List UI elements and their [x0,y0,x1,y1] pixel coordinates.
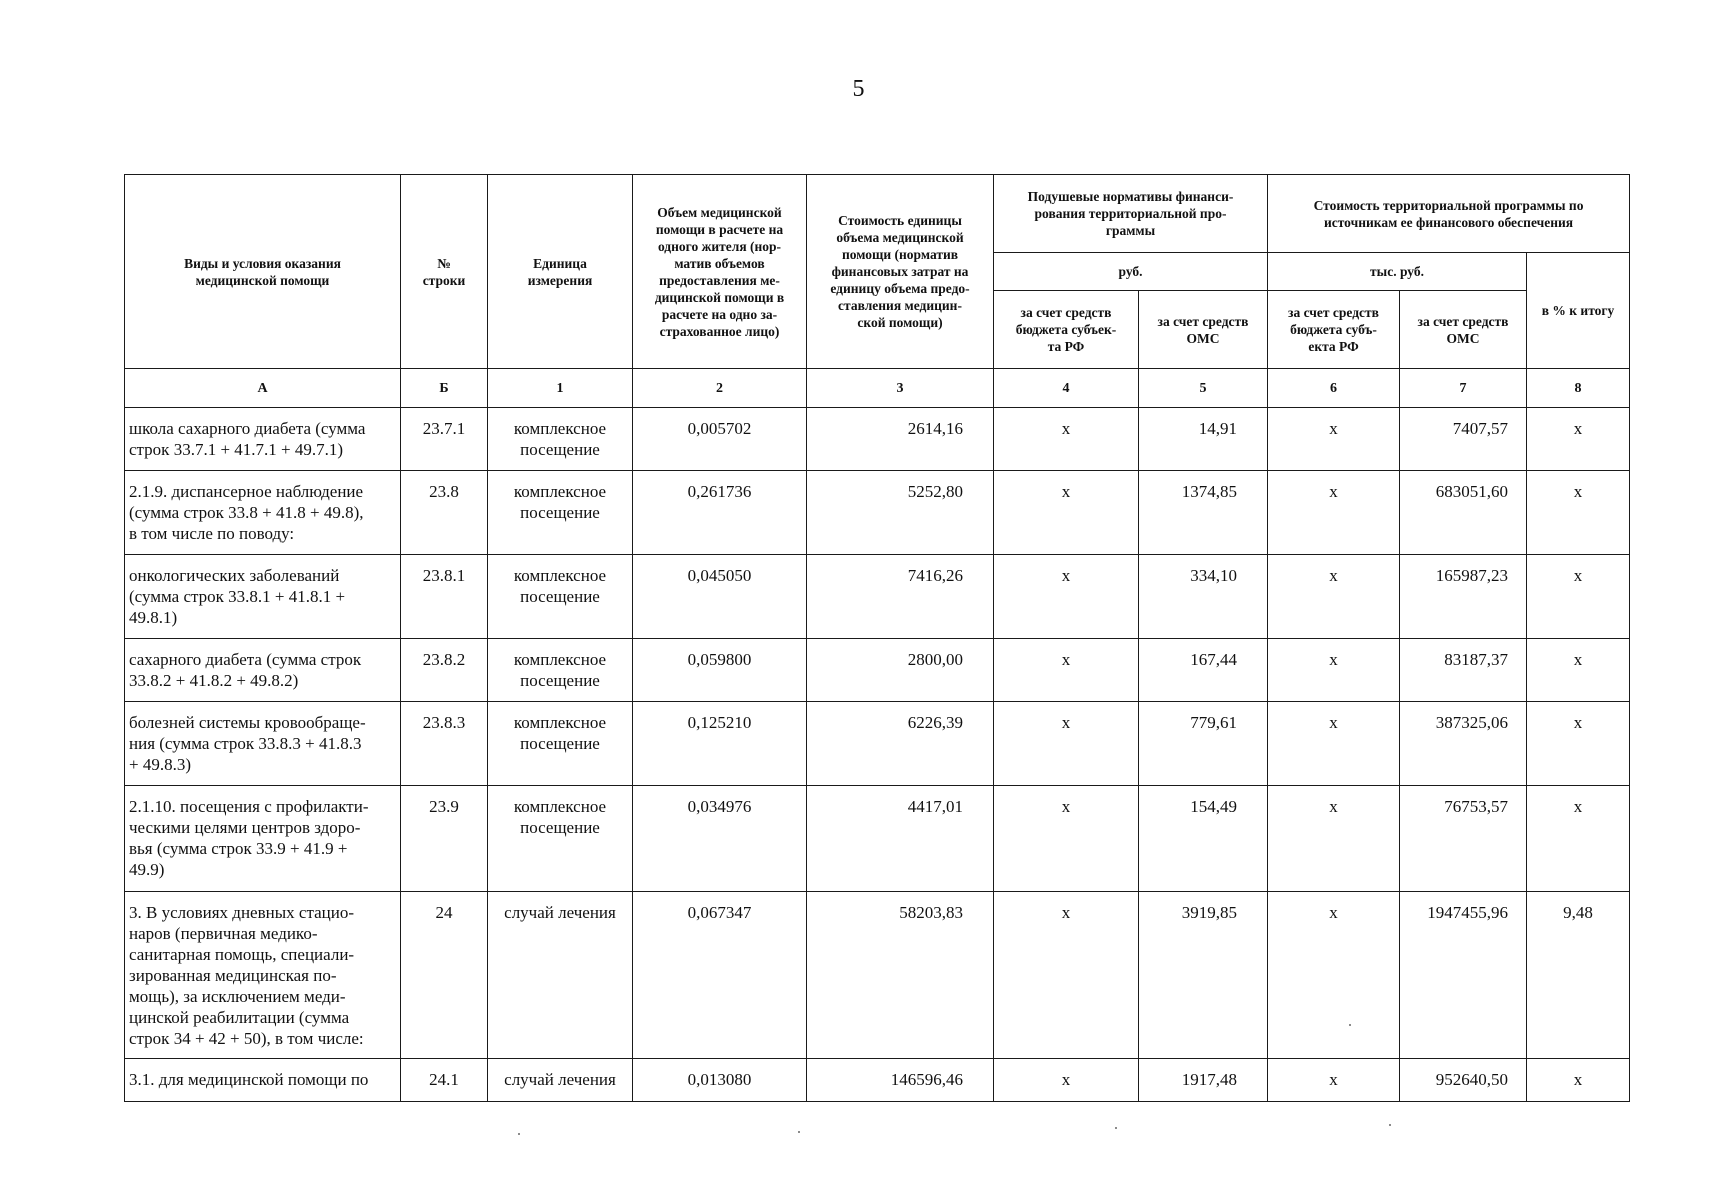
row-percent-cell: х [1527,471,1630,555]
row-unit-cell: комплексное посещение [488,555,633,639]
scan-speck [518,1133,520,1135]
header-volume: Объем медицинской помощи в расчете на одного жителя (нор- матив объемов предоставления ме- дицинской помощи в расчете на одно за- страхованное лицо) [633,175,807,369]
row-volume-cell: 0,013080 [633,1059,807,1102]
header-percent-of-total: в % к итогу [1527,253,1630,369]
row-percent-cell: х [1527,1059,1630,1102]
row-cost-cell: 2614,16 [807,408,994,471]
row-volume-cell: 0,059800 [633,639,807,702]
row-volume-cell: 0,034976 [633,786,807,892]
table-row [125,639,1630,702]
table-row [125,1059,1630,1102]
row-budget-norm-cell: х [994,702,1139,786]
row-oms-cost-cell: 1947455,96 [1400,892,1527,1059]
row-code-cell: 23.8.3 [401,702,488,786]
column-number: 2 [633,369,807,408]
row-unit-cell: случай лечения [488,1059,633,1102]
row-oms-cost-cell: 387325,06 [1400,702,1527,786]
column-number: Б [401,369,488,408]
header-row-number: № строки [401,175,488,369]
column-number: 1 [488,369,633,408]
table-row [125,408,1630,471]
row-volume-cell: 0,045050 [633,555,807,639]
financing-table [124,174,1630,1102]
row-budget-norm-cell: х [994,471,1139,555]
row-budget-cost-cell: х [1268,471,1400,555]
table-row [125,555,1630,639]
scan-speck [1115,1127,1117,1129]
header-budget-cost: за счет средств бюджета субъ- екта РФ [1268,291,1400,369]
column-number: А [125,369,401,408]
scan-speck [1389,1124,1391,1126]
header-oms-norm: за счет средств ОМС [1139,291,1268,369]
row-budget-norm-cell: х [994,639,1139,702]
row-name-cell: 3.1. для медицинской помощи по [125,1059,401,1102]
row-oms-cost-cell: 83187,37 [1400,639,1527,702]
row-volume-cell: 0,067347 [633,892,807,1059]
row-oms-norm-cell: 3919,85 [1139,892,1268,1059]
row-name-cell: 2.1.9. диспансерное наблюдение (сумма строк 33.8 + 41.8 + 49.8), в том числе по поводу: [125,471,401,555]
header-per-capita-group: Подушевые нормативы финанси- рования территориальной про- граммы [994,175,1268,253]
row-budget-norm-cell: х [994,786,1139,892]
header-budget-norm: за счет средств бюджета субъек- та РФ [994,291,1139,369]
row-code-cell: 23.8.1 [401,555,488,639]
row-oms-cost-cell: 165987,23 [1400,555,1527,639]
row-code-cell: 23.8.2 [401,639,488,702]
row-unit-cell: комплексное посещение [488,786,633,892]
row-cost-cell: 7416,26 [807,555,994,639]
row-cost-cell: 4417,01 [807,786,994,892]
table-row [125,786,1630,892]
row-unit-cell: комплексное посещение [488,702,633,786]
header-kinds-and-conditions: Виды и условия оказания медицинской помощи [125,175,401,369]
row-cost-cell: 6226,39 [807,702,994,786]
row-volume-cell: 0,125210 [633,702,807,786]
row-budget-cost-cell: х [1268,639,1400,702]
row-code-cell: 23.7.1 [401,408,488,471]
row-code-cell: 24.1 [401,1059,488,1102]
row-oms-norm-cell: 1374,85 [1139,471,1268,555]
row-budget-norm-cell: х [994,892,1139,1059]
table-row [125,892,1630,1059]
row-oms-norm-cell: 167,44 [1139,639,1268,702]
header-unit-thousand-rub: тыс. руб. [1268,253,1527,291]
row-oms-cost-cell: 7407,57 [1400,408,1527,471]
page-number: 5 [852,76,865,102]
row-oms-cost-cell: 76753,57 [1400,786,1527,892]
row-oms-cost-cell: 683051,60 [1400,471,1527,555]
row-name-cell: школа сахарного диабета (сумма строк 33.7.1 + 41.7.1 + 49.7.1) [125,408,401,471]
row-oms-norm-cell: 334,10 [1139,555,1268,639]
scan-speck [1349,1024,1351,1026]
row-cost-cell: 2800,00 [807,639,994,702]
row-budget-cost-cell: х [1268,408,1400,471]
row-budget-cost-cell: х [1268,1059,1400,1102]
row-code-cell: 23.9 [401,786,488,892]
header-unit-rub: руб. [994,253,1268,291]
row-oms-norm-cell: 779,61 [1139,702,1268,786]
column-number: 4 [994,369,1139,408]
row-oms-norm-cell: 14,91 [1139,408,1268,471]
scan-speck [798,1131,800,1133]
row-name-cell: болезней системы кровообраще- ния (сумма строк 33.8.3 + 41.8.3 + 49.8.3) [125,702,401,786]
header-unit-cost: Стоимость единицы объема медицинской помощи (норматив финансовых затрат на единицу объема предо- ставления медицин- ской помощи) [807,175,994,369]
row-percent-cell: х [1527,639,1630,702]
row-percent-cell: х [1527,555,1630,639]
row-cost-cell: 58203,83 [807,892,994,1059]
row-percent-cell: х [1527,786,1630,892]
column-number: 3 [807,369,994,408]
row-budget-cost-cell: х [1268,892,1400,1059]
row-unit-cell: случай лечения [488,892,633,1059]
row-budget-norm-cell: х [994,408,1139,471]
column-number: 7 [1400,369,1527,408]
row-unit-cell: комплексное посещение [488,471,633,555]
row-unit-cell: комплексное посещение [488,639,633,702]
row-name-cell: 3. В условиях дневных стацио- наров (первичная медико- санитарная помощь, специали- зированная медицинская по- мощь), за исключением меди- цинской реабилитации (сумма строк 34 + 42 + 50), в том числе: [125,892,401,1059]
column-number: 6 [1268,369,1400,408]
row-percent-cell: х [1527,408,1630,471]
row-cost-cell: 146596,46 [807,1059,994,1102]
row-budget-cost-cell: х [1268,555,1400,639]
header-program-cost-group: Стоимость территориальной программы по источникам ее финансового обеспечения [1268,175,1630,253]
row-budget-cost-cell: х [1268,702,1400,786]
row-name-cell: сахарного диабета (сумма строк 33.8.2 + 41.8.2 + 49.8.2) [125,639,401,702]
row-volume-cell: 0,005702 [633,408,807,471]
column-number: 5 [1139,369,1268,408]
row-code-cell: 23.8 [401,471,488,555]
column-number: 8 [1527,369,1630,408]
row-percent-cell: х [1527,702,1630,786]
row-name-cell: 2.1.10. посещения с профилакти- ческими целями центров здоро- вья (сумма строк 33.9 + 41.9 + 49.9) [125,786,401,892]
row-name-cell: онкологических заболеваний (сумма строк 33.8.1 + 41.8.1 + 49.8.1) [125,555,401,639]
row-cost-cell: 5252,80 [807,471,994,555]
row-percent-cell: 9,48 [1527,892,1630,1059]
header-unit: Единица измерения [488,175,633,369]
table-row [125,702,1630,786]
row-code-cell: 24 [401,892,488,1059]
row-oms-norm-cell: 154,49 [1139,786,1268,892]
row-oms-norm-cell: 1917,48 [1139,1059,1268,1102]
table-row [125,471,1630,555]
header-oms-cost: за счет средств ОМС [1400,291,1527,369]
row-budget-cost-cell: х [1268,786,1400,892]
row-oms-cost-cell: 952640,50 [1400,1059,1527,1102]
row-unit-cell: комплексное посещение [488,408,633,471]
row-volume-cell: 0,261736 [633,471,807,555]
row-budget-norm-cell: х [994,555,1139,639]
row-budget-norm-cell: х [994,1059,1139,1102]
